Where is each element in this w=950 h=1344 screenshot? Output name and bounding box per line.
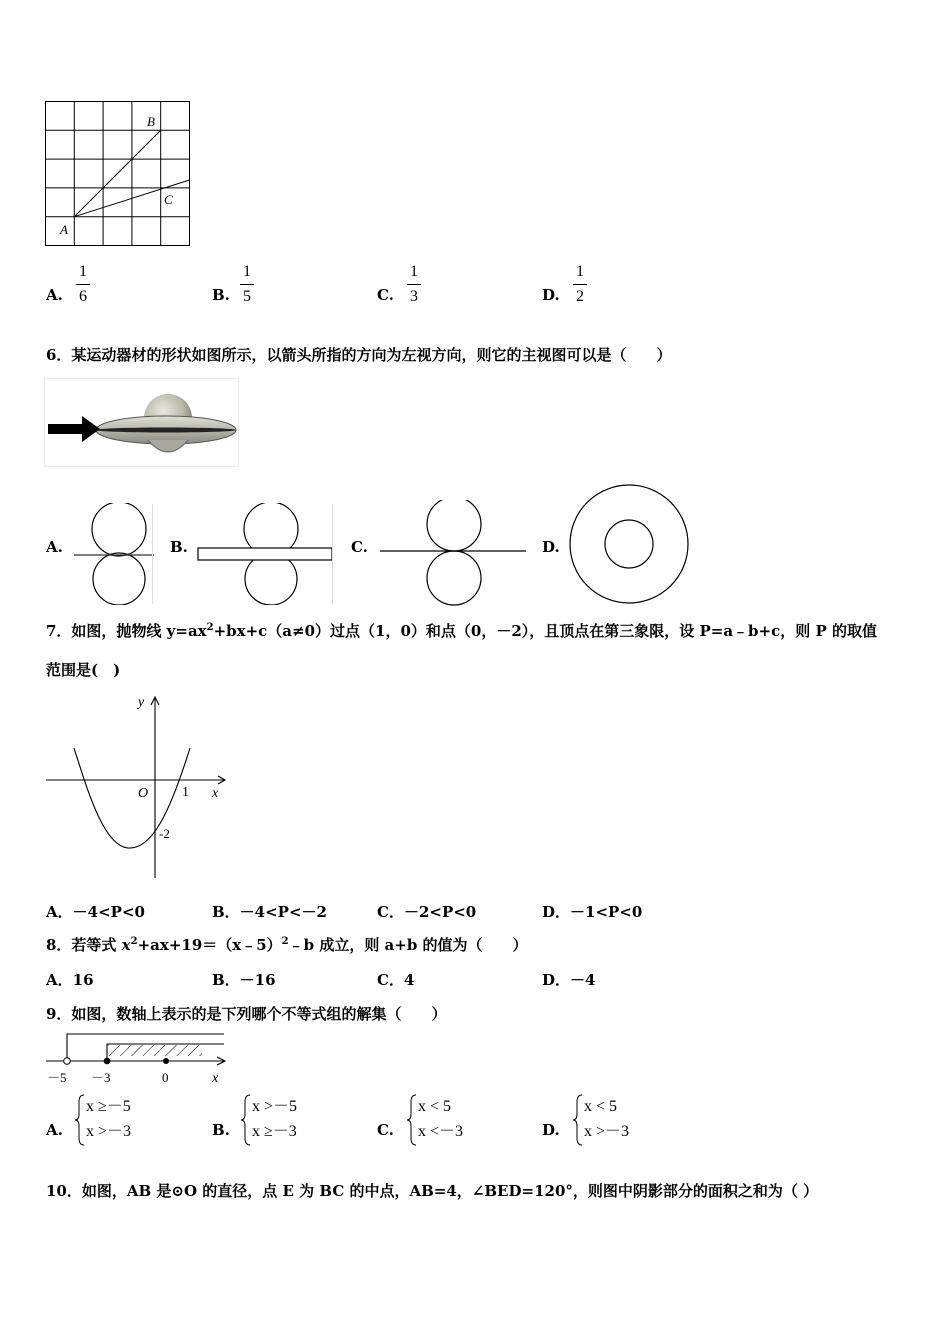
q5-option-b[interactable]: B.	[212, 286, 230, 304]
tick-label-neg3: －3	[91, 1070, 111, 1085]
q5-option-c-fraction: 1 3	[407, 262, 421, 307]
q5-option-c[interactable]: C.	[377, 286, 394, 304]
q9-option-b[interactable]: B.	[212, 1121, 230, 1139]
tick-label-0: 0	[162, 1070, 169, 1085]
q6-option-a-figure	[68, 503, 158, 605]
q6-question-text: 6．某运动器材的形状如图所示，以箭头所指的方向为左视方向，则它的主视图可以是（ ）	[46, 346, 672, 364]
tick-label-neg5: －5	[47, 1070, 67, 1085]
q6-option-d[interactable]: D.	[542, 538, 560, 556]
q5-option-d[interactable]: D.	[542, 286, 560, 304]
x-axis-label: x	[212, 786, 219, 801]
q6-option-d-figure	[566, 482, 694, 608]
q9-option-a[interactable]: A.	[46, 1121, 63, 1139]
q7-option-c[interactable]: C．－2<P<0	[377, 903, 477, 921]
q5-option-b-fraction: 1 5	[240, 262, 254, 307]
tick-label-x: x	[212, 1071, 219, 1086]
q5-grid-figure	[44, 100, 192, 248]
q7-option-b[interactable]: B．－4<P<－2	[212, 903, 327, 921]
q6-sports-equipment-figure	[44, 378, 240, 468]
q8-option-b[interactable]: B．－16	[212, 971, 276, 989]
q5-option-d-fraction: 1 2	[573, 262, 587, 307]
q5-option-a[interactable]: A.	[46, 286, 63, 304]
q9-option-c[interactable]: C.	[377, 1121, 394, 1139]
y-axis-label: y	[138, 695, 145, 710]
q7-option-d[interactable]: D．－1<P<0	[542, 903, 643, 921]
q9-option-d[interactable]: D.	[542, 1121, 560, 1139]
label-c: C	[164, 192, 173, 207]
label-b: B	[147, 114, 155, 129]
origin-label: O	[138, 786, 149, 801]
q9-number-line	[44, 1030, 228, 1088]
q7-question-line2: 范围是( )	[46, 661, 121, 679]
q6-option-c-figure	[378, 500, 528, 606]
q8-question-text: 8．若等式 $x^2+ax+19=(x﹣5)^2﹣b$ 成立，则 a+b 的值为（ ）	[46, 936, 528, 954]
label-a: A	[60, 222, 68, 237]
q6-option-a[interactable]: A.	[46, 538, 63, 556]
q7-parabola-graph	[44, 692, 230, 882]
q8-option-c[interactable]: C．4	[377, 971, 415, 989]
q6-option-c[interactable]: C.	[351, 538, 368, 556]
q6-option-b-figure	[196, 503, 336, 605]
q10-question-text: 10．如图，AB 是⊙O 的直径，点 E 为 BC 的中点，AB=4，∠BED=120°，则图中阴影部分的面积之和为（ ）	[46, 1182, 819, 1200]
x-intercept-label: 1	[182, 785, 189, 800]
q8-option-d[interactable]: D．－4	[542, 971, 596, 989]
q6-option-b[interactable]: B.	[170, 538, 188, 556]
q7-question-line1: 7．如图，抛物线 $y=ax^2+bx+c(a\ne 0)$过点（1，0）和点（0，－2），且顶点在第三象限，设 P=a﹣b+c，则 P 的取值	[46, 622, 877, 640]
q9-question-text: 9．如图，数轴上表示的是下列哪个不等式组的解集（ ）	[46, 1005, 447, 1023]
q8-option-a[interactable]: A．16	[46, 971, 94, 989]
q7-option-a[interactable]: A．－4<P<0	[46, 903, 145, 921]
y-intercept-label: -2	[159, 826, 170, 841]
q5-option-a-fraction: 1 6	[76, 262, 90, 307]
